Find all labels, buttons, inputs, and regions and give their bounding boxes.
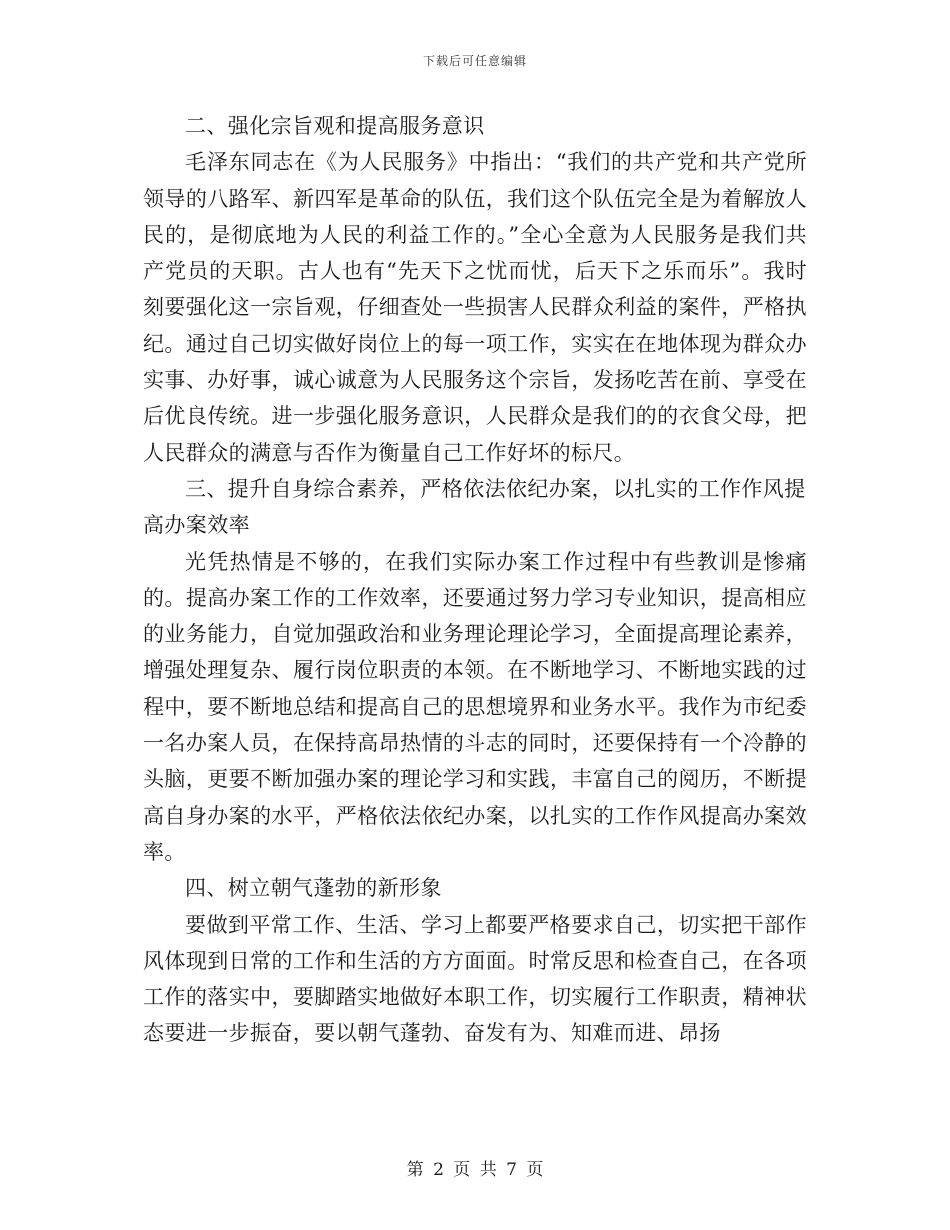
section-paragraph-4: 要做到平常工作、生活、学习上都要严格要求自己，切实把干部作风体现到日常的工作和生活的方方面面。时常反思和检查自己，在各项工作的落实中，要脚踏实地做好本职工作，切实履行工作职责，精神状态要进一步振奋，要以朝气蓬勃、奋发有为、知难而进、昂扬	[143, 912, 807, 1046]
section-heading-4: 四、树立朝气蓬勃的新形象	[185, 876, 442, 901]
section-heading-3: 三、提升自身综合素养，严格依法依纪办案，以扎实的工作作风提高办案效率	[143, 476, 806, 538]
document-body	[143, 108, 807, 1052]
page-header-note: 下载后可任意编辑	[422, 54, 527, 68]
section-heading-2: 二、强化宗旨观和提高服务意识	[185, 114, 485, 138]
section-paragraph-2: 毛泽东同志在《为人民服务》中指出：“我们的共产党和共产党所领导的八路军、新四军是革命的队伍，我们这个队伍完全是为着解放人民的，是彻底地为人民的利益工作的。”全心全意为人民服务是我们共产党员的天职。古人也有“先天下之忧而忧，后天下之乐而乐”。我时刻要强化这一宗旨观，仔细查处一些损害人民群众利益的案件，严格执纪。通过自己切实做好岗位上的每一项工作，实实在在地体现为群众办实事、办好事，诚心诚意为人民服务这个宗旨，发扬吃苦在前、享受在后优良传统。进一步强化服务意识，人民群众是我们的的衣食父母，把人民群众的满意与否作为衡量自己工作好坏的标尺。	[143, 150, 807, 465]
section-paragraph-3: 光凭热情是不够的，在我们实际办案工作过程中有些教训是惨痛的。提高办案工作的工作效率，还要通过努力学习专业知识，提高相应的业务能力，自觉加强政治和业务理论理论学习，全面提高理论素养，增强处理复杂、履行岗位职责的本领。在不断地学习、不断地实践的过程中，要不断地总结和提高自己的思想境界和业务水平。我作为市纪委一名办案人员，在保持高昂热情的斗志的同时，还要保持有一个冷静的头脑，更要不断加强办案的理论学习和实践，丰富自己的阅历，不断提高自身办案的水平，严格依法依纪办案，以扎实的工作作风提高办案效率。	[143, 549, 807, 864]
page-number-footer: 第 2 页 共 7 页	[406, 1160, 544, 1180]
